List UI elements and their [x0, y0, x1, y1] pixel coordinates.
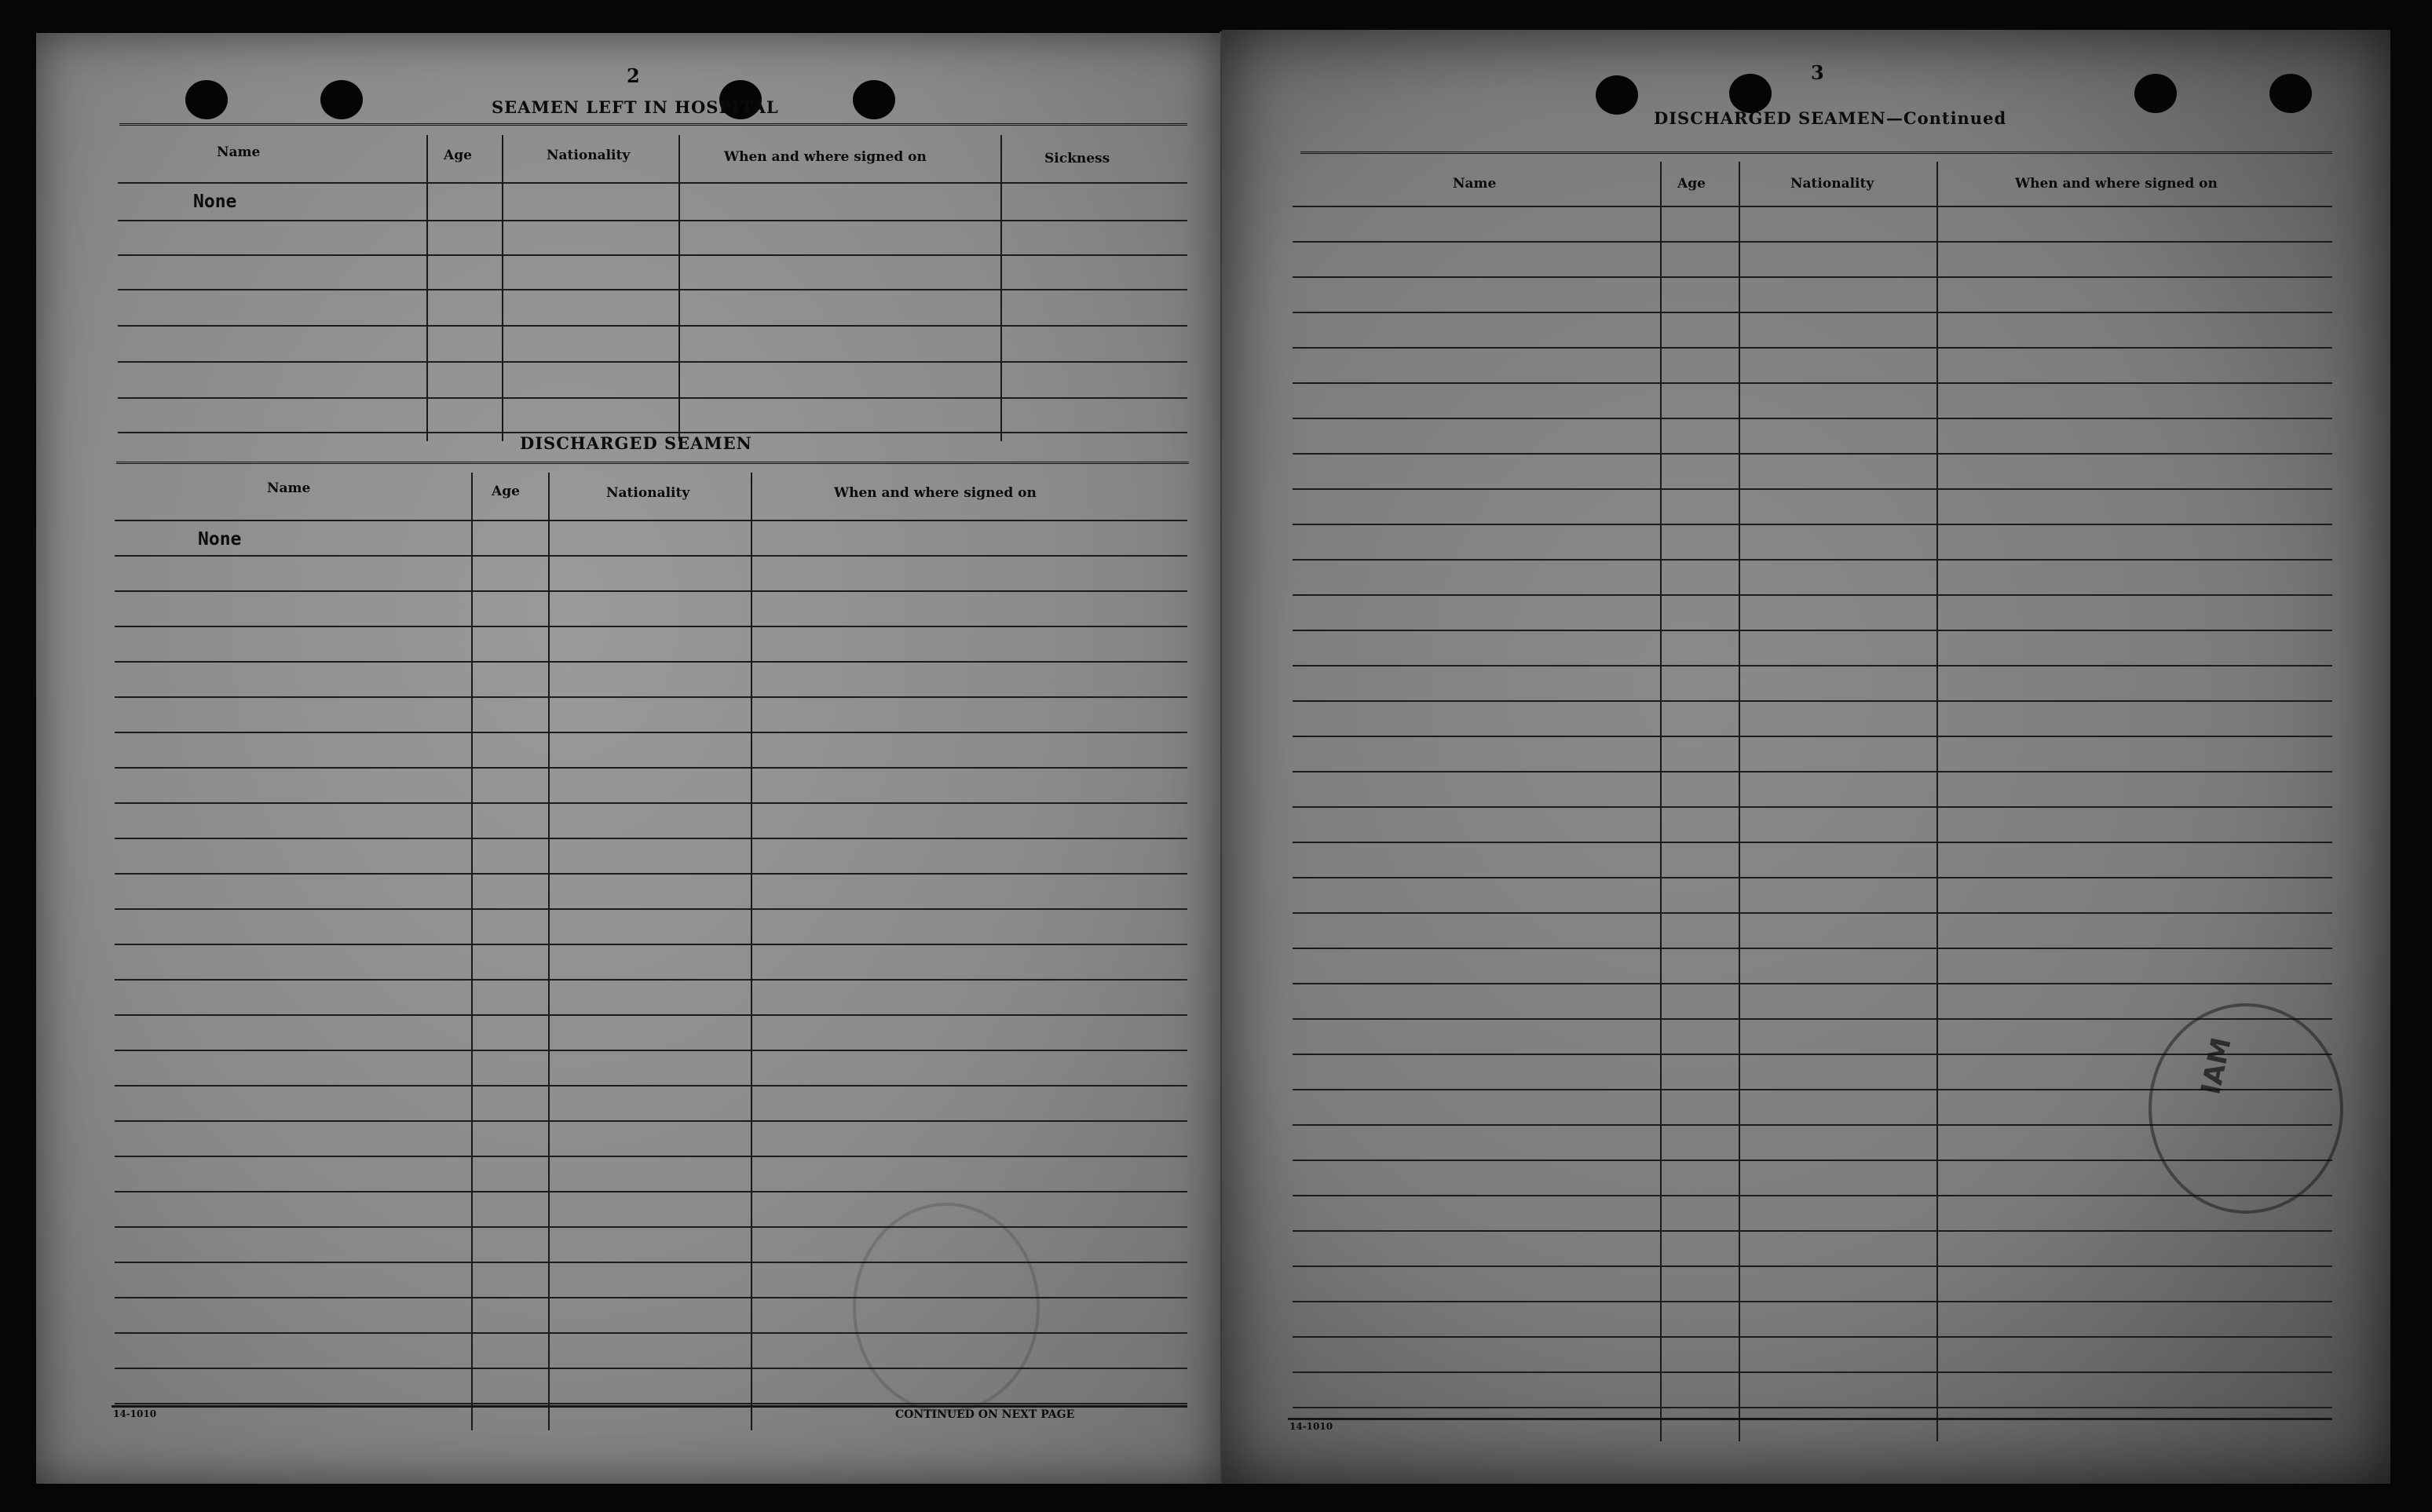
row-line: [1293, 630, 2332, 631]
row-line: [1293, 453, 2332, 455]
discharged-section-title: DISCHARGED SEAMEN: [520, 433, 752, 453]
column-divider: [1000, 135, 1002, 441]
row-line: [1293, 1230, 2332, 1232]
row-line: [1293, 1336, 2332, 1338]
row-line: [1293, 524, 2332, 525]
row-line: [115, 873, 1187, 875]
row-line: [1293, 241, 2332, 243]
row-line: [115, 555, 1187, 557]
punch-hole: [185, 80, 228, 119]
row-line: [115, 944, 1187, 945]
punch-hole: [2134, 74, 2177, 113]
column-divider: [1739, 162, 1740, 1441]
row-line: [1293, 276, 2332, 278]
column-header-age: Age: [492, 484, 520, 499]
row-line: [115, 1226, 1187, 1228]
row-line: [1293, 948, 2332, 949]
page-number: 3: [1811, 61, 1824, 84]
form-number: 14-1010: [113, 1408, 157, 1419]
hospital-entry: None: [193, 192, 237, 212]
row-line: [118, 182, 1187, 184]
column-divider: [426, 135, 428, 441]
port-stamp: [2149, 1003, 2343, 1214]
page-title: DISCHARGED SEAMEN—Continued: [1654, 108, 2007, 128]
row-line: [115, 767, 1187, 769]
column-header-nationality: Nationality: [547, 148, 631, 163]
row-line: [115, 802, 1187, 804]
row-line: [115, 732, 1187, 733]
row-line: [118, 254, 1187, 256]
page-number: 2: [627, 64, 640, 87]
column-header-signed-on: When and where signed on: [834, 485, 1037, 501]
row-line: [1293, 1407, 2332, 1408]
row-line: [1293, 1301, 2332, 1302]
row-line: [115, 1120, 1187, 1122]
column-divider: [678, 135, 680, 441]
row-line: [118, 220, 1187, 221]
column-header-name: Name: [217, 144, 261, 160]
column-header-age: Age: [444, 148, 472, 163]
row-line: [118, 397, 1187, 399]
column-header-name: Name: [1453, 176, 1497, 192]
row-line: [1293, 983, 2332, 984]
row-line: [115, 1403, 1187, 1404]
row-line: [118, 289, 1187, 290]
row-line: [115, 1368, 1187, 1369]
row-line: [115, 838, 1187, 839]
row-line: [1293, 206, 2332, 207]
row-line: [1293, 771, 2332, 772]
header-rule: [116, 462, 1189, 467]
header-rule: [1300, 152, 2332, 157]
row-line: [1293, 559, 2332, 561]
row-line: [115, 1050, 1187, 1051]
row-line: [1293, 665, 2332, 667]
column-header-sickness: Sickness: [1044, 151, 1110, 166]
punch-hole: [853, 80, 895, 119]
column-divider: [471, 473, 473, 1430]
footer-rule: [112, 1405, 1187, 1408]
column-header-nationality: Nationality: [1790, 176, 1874, 192]
stamp-text: IAM: [2195, 1035, 2238, 1097]
row-line: [1293, 700, 2332, 702]
discharged-entry: None: [198, 529, 242, 550]
row-line: [1293, 1195, 2332, 1196]
row-line: [115, 1014, 1187, 1016]
column-divider: [1660, 162, 1662, 1441]
row-line: [1293, 594, 2332, 596]
row-line: [1293, 736, 2332, 737]
row-line: [118, 325, 1187, 327]
row-line: [1293, 806, 2332, 808]
column-divider: [548, 473, 550, 1430]
punch-hole: [1729, 74, 1772, 113]
column-header-signed-on: When and where signed on: [724, 149, 927, 165]
row-line: [115, 1156, 1187, 1157]
punch-hole: [1596, 75, 1638, 115]
continued-note: CONTINUED ON NEXT PAGE: [895, 1408, 1075, 1421]
row-line: [1293, 347, 2332, 349]
row-line: [115, 626, 1187, 627]
punch-hole: [2269, 74, 2312, 113]
column-header-nationality: Nationality: [606, 485, 690, 501]
punch-hole: [320, 80, 363, 119]
form-number: 14-1010: [1289, 1421, 1333, 1432]
row-line: [1293, 842, 2332, 843]
column-divider: [751, 473, 752, 1430]
right-page: [1222, 30, 2390, 1484]
row-line: [1293, 877, 2332, 878]
row-line: [115, 979, 1187, 981]
row-line: [115, 520, 1187, 521]
row-line: [1293, 1371, 2332, 1373]
row-line: [115, 696, 1187, 698]
row-line: [1293, 418, 2332, 419]
hospital-section-title: SEAMEN LEFT IN HOSPITAL: [492, 97, 779, 117]
row-line: [1293, 382, 2332, 384]
footer-rule: [1288, 1418, 2332, 1420]
column-divider: [502, 135, 503, 441]
row-line: [1293, 312, 2332, 313]
column-divider: [1936, 162, 1938, 1441]
row-line: [1293, 912, 2332, 914]
column-header-signed-on: When and where signed on: [2015, 176, 2218, 192]
row-line: [115, 1085, 1187, 1087]
row-line: [115, 908, 1187, 910]
row-line: [1293, 1265, 2332, 1267]
row-line: [115, 661, 1187, 663]
row-line: [1293, 488, 2332, 490]
faded-stamp: [853, 1203, 1040, 1413]
row-line: [1293, 1018, 2332, 1020]
header-rule: [119, 123, 1187, 129]
column-header-age: Age: [1677, 176, 1706, 192]
row-line: [115, 590, 1187, 592]
column-header-name: Name: [267, 480, 311, 496]
row-line: [115, 1191, 1187, 1192]
row-line: [118, 361, 1187, 363]
left-page: [36, 33, 1220, 1484]
